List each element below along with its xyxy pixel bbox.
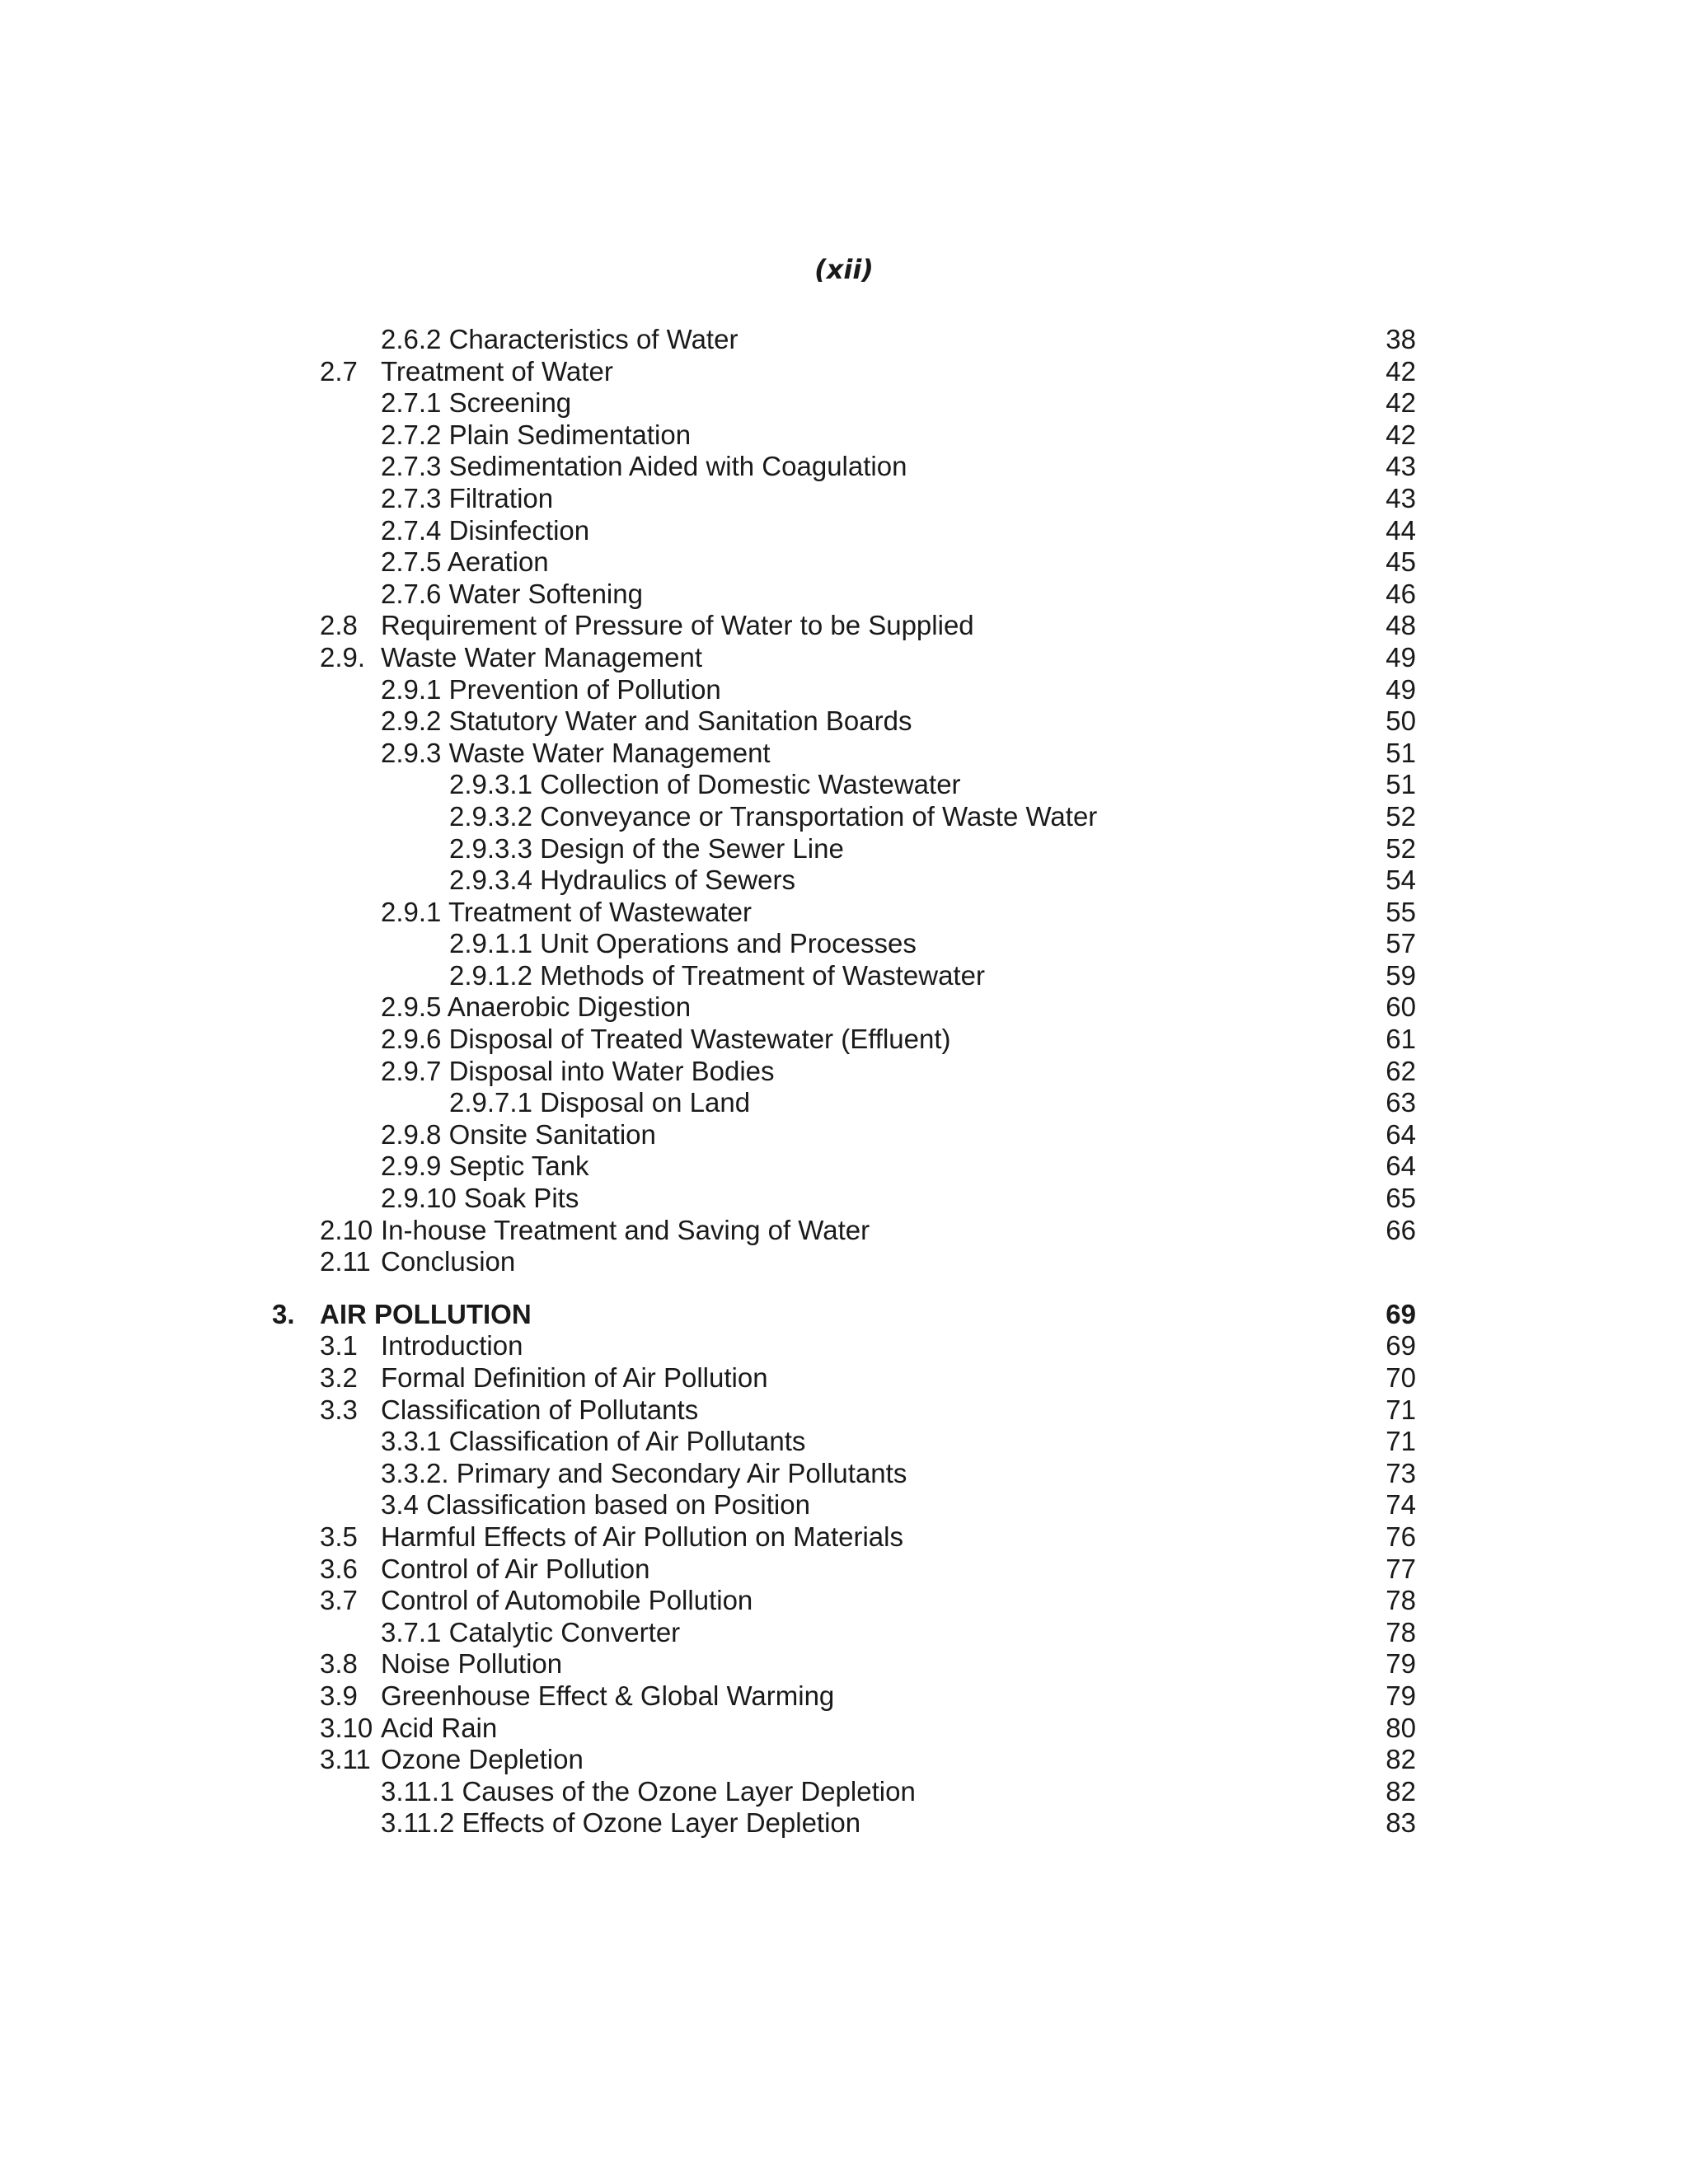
toc-page-number: 59 <box>1386 959 1416 991</box>
toc-row <box>0 642 1688 674</box>
table-of-contents <box>0 324 1688 1840</box>
toc-row <box>0 451 1688 483</box>
toc-page-number: 55 <box>1386 896 1416 927</box>
toc-entry-title: 2.7.1 Screening <box>381 387 572 419</box>
toc-entry-title: Treatment of Water <box>381 355 613 387</box>
toc-page-number: 70 <box>1386 1362 1416 1393</box>
toc-row <box>0 801 1688 833</box>
toc-section-number: 3.7 <box>320 1585 358 1616</box>
toc-entry-title: Introduction <box>381 1330 523 1361</box>
toc-row <box>0 1426 1688 1458</box>
toc-entry-title: 2.9.10 Soak Pits <box>381 1183 579 1214</box>
toc-section-number: 3. <box>272 1298 295 1329</box>
toc-row <box>0 1744 1688 1776</box>
toc-page-number: 38 <box>1386 324 1416 354</box>
toc-section-number: 3.8 <box>320 1648 358 1680</box>
toc-entry-title: 3.3.1 Classification of Air Pollutants <box>381 1426 806 1457</box>
toc-chapter-row <box>0 1299 1688 1331</box>
toc-page-number: 66 <box>1386 1214 1416 1245</box>
toc-page-number: 73 <box>1386 1457 1416 1488</box>
toc-entry-title: AIR POLLUTION <box>320 1298 532 1329</box>
toc-entry-title: 2.7.3 Sedimentation Aided with Coagulation <box>381 451 907 482</box>
toc-row <box>0 1680 1688 1713</box>
toc-entry-title: 2.6.2 Characteristics of Water <box>381 324 738 354</box>
toc-row <box>0 1458 1688 1490</box>
toc-entry-title: 2.9.3.2 Conveyance or Transportation of Waste Water <box>449 800 1098 832</box>
toc-page-number: 69 <box>1386 1298 1416 1329</box>
toc-entry-title: Control of Automobile Pollution <box>381 1585 753 1616</box>
toc-row <box>0 1246 1688 1278</box>
toc-section-number: 3.2 <box>320 1362 358 1393</box>
toc-row <box>0 1489 1688 1521</box>
toc-page-number: 65 <box>1386 1183 1416 1214</box>
toc-page-number: 63 <box>1386 1087 1416 1118</box>
toc-section-number: 3.1 <box>320 1330 358 1361</box>
toc-section-number: 3.3 <box>320 1394 358 1425</box>
toc-entry-title: 3.3.2. Primary and Secondary Air Pollutants <box>381 1457 907 1488</box>
toc-page-number: 71 <box>1386 1426 1416 1457</box>
toc-entry-title: 2.7.4 Disinfection <box>381 514 590 546</box>
toc-page-number: 50 <box>1386 705 1416 737</box>
toc-row <box>0 1585 1688 1617</box>
toc-entry-title: 2.9.5 Anaerobic Digestion <box>381 991 692 1023</box>
toc-section-number: 3.5 <box>320 1521 358 1552</box>
toc-entry-title: 2.7.5 Aeration <box>381 546 549 578</box>
toc-row <box>0 324 1688 356</box>
toc-page-number: 57 <box>1386 928 1416 959</box>
page-number-header: (xii) <box>814 254 874 285</box>
toc-row <box>0 1776 1688 1808</box>
toc-page-number: 77 <box>1386 1553 1416 1584</box>
toc-entry-title: 3.11.1 Causes of the Ozone Layer Depletion <box>381 1775 916 1807</box>
toc-row <box>0 1330 1688 1362</box>
toc-row <box>0 483 1688 515</box>
toc-row <box>0 1648 1688 1680</box>
toc-page-number: 69 <box>1386 1330 1416 1361</box>
toc-page-number: 79 <box>1386 1680 1416 1711</box>
toc-section-number: 3.6 <box>320 1553 358 1584</box>
toc-page-number: 52 <box>1386 800 1416 832</box>
toc-row <box>0 1521 1688 1554</box>
toc-entry-title: Control of Air Pollution <box>381 1553 650 1584</box>
toc-page-number: 44 <box>1386 514 1416 546</box>
toc-row <box>0 1024 1688 1056</box>
toc-page-number: 79 <box>1386 1648 1416 1680</box>
toc-row <box>0 1807 1688 1840</box>
toc-page-number: 74 <box>1386 1489 1416 1521</box>
toc-entry-title: 2.9.1.1 Unit Operations and Processes <box>449 928 917 959</box>
toc-page-number: 78 <box>1386 1616 1416 1647</box>
toc-page-number: 62 <box>1386 1055 1416 1086</box>
toc-page-number: 49 <box>1386 673 1416 705</box>
toc-row <box>0 546 1688 579</box>
toc-section-number: 2.10 <box>320 1214 373 1245</box>
toc-section-number: 3.9 <box>320 1680 358 1711</box>
toc-row <box>0 1215 1688 1247</box>
toc-row <box>0 769 1688 801</box>
toc-entry-title: 2.9.1.2 Methods of Treatment of Wastewater <box>449 959 985 991</box>
toc-page-number: 51 <box>1386 769 1416 800</box>
toc-entry-title: 2.9.2 Statutory Water and Sanitation Boards <box>381 705 912 737</box>
toc-entry-title: 2.9.7 Disposal into Water Bodies <box>381 1055 775 1086</box>
toc-page-number: 82 <box>1386 1775 1416 1807</box>
toc-entry-title: 2.7.2 Plain Sedimentation <box>381 419 692 450</box>
toc-section-number: 2.8 <box>320 610 358 641</box>
toc-entry-title: 2.9.3.4 Hydraulics of Sewers <box>449 865 796 896</box>
toc-row <box>0 1087 1688 1119</box>
toc-entry-title: 2.9.1 Treatment of Wastewater <box>381 896 752 927</box>
toc-entry-title: Formal Definition of Air Pollution <box>381 1362 768 1393</box>
toc-row <box>0 579 1688 611</box>
toc-row <box>0 705 1688 738</box>
toc-row <box>0 1151 1688 1183</box>
toc-row <box>0 833 1688 865</box>
toc-page-number: 61 <box>1386 1024 1416 1055</box>
toc-entry-title: Waste Water Management <box>381 641 703 673</box>
toc-row <box>0 674 1688 706</box>
toc-row <box>0 928 1688 960</box>
toc-entry-title: In-house Treatment and Saving of Water <box>381 1214 870 1245</box>
toc-entry-title: Greenhouse Effect & Global Warming <box>381 1680 835 1711</box>
toc-page-number: 71 <box>1386 1394 1416 1425</box>
toc-entry-title: Noise Pollution <box>381 1648 563 1680</box>
toc-row <box>0 1713 1688 1745</box>
toc-row <box>0 1394 1688 1427</box>
toc-page-number: 43 <box>1386 451 1416 482</box>
toc-entry-title: 2.9.6 Disposal of Treated Wastewater (Effluent) <box>381 1024 951 1055</box>
toc-page-number: 46 <box>1386 578 1416 609</box>
toc-page-number: 80 <box>1386 1712 1416 1743</box>
toc-section-number: 3.10 <box>320 1712 373 1743</box>
toc-entry-title: 3.11.2 Effects of Ozone Layer Depletion <box>381 1807 861 1839</box>
toc-entry-title: Conclusion <box>381 1246 516 1277</box>
toc-page-number: 42 <box>1386 387 1416 419</box>
toc-page-number: 42 <box>1386 355 1416 387</box>
toc-row <box>0 991 1688 1024</box>
toc-page-number: 76 <box>1386 1521 1416 1552</box>
toc-row <box>0 1554 1688 1586</box>
toc-page-number: 83 <box>1386 1807 1416 1839</box>
toc-row <box>0 738 1688 770</box>
toc-section-number: 3.11 <box>320 1744 371 1775</box>
toc-entry-title: 2.9.1 Prevention of Pollution <box>381 673 721 705</box>
toc-row <box>0 515 1688 547</box>
toc-entry-title: 2.9.9 Septic Tank <box>381 1151 589 1182</box>
toc-entry-title: 2.9.3 Waste Water Management <box>381 737 771 768</box>
toc-row <box>0 1119 1688 1151</box>
toc-section-number: 2.7 <box>320 355 358 387</box>
toc-entry-title: 2.9.3.1 Collection of Domestic Wastewater <box>449 769 961 800</box>
toc-entry-title: Ozone Depletion <box>381 1744 584 1775</box>
toc-page-number: 64 <box>1386 1118 1416 1150</box>
toc-entry-title: Acid Rain <box>381 1712 498 1743</box>
toc-entry-title: 3.4 Classification based on Position <box>381 1489 810 1521</box>
toc-page-number: 64 <box>1386 1151 1416 1182</box>
toc-row <box>0 1362 1688 1394</box>
toc-section-number: 2.9. <box>320 641 366 673</box>
toc-page-number: 54 <box>1386 865 1416 896</box>
toc-row <box>0 387 1688 419</box>
toc-entry-title: 2.9.8 Onsite Sanitation <box>381 1118 656 1150</box>
toc-row <box>0 356 1688 388</box>
toc-row <box>0 1183 1688 1215</box>
toc-entry-title: 2.9.3.3 Design of the Sewer Line <box>449 832 844 864</box>
toc-row <box>0 1056 1688 1088</box>
toc-entry-title: 2.7.3 Filtration <box>381 482 554 513</box>
toc-entry-title: Requirement of Pressure of Water to be Supplied <box>381 610 974 641</box>
toc-entry-title: 3.7.1 Catalytic Converter <box>381 1616 681 1647</box>
toc-page-number: 78 <box>1386 1585 1416 1616</box>
toc-page-number: 82 <box>1386 1744 1416 1775</box>
toc-page-number: 51 <box>1386 737 1416 768</box>
toc-row <box>0 960 1688 992</box>
toc-row <box>0 897 1688 929</box>
toc-entry-title: 2.9.7.1 Disposal on Land <box>449 1087 751 1118</box>
toc-entry-title: Classification of Pollutants <box>381 1394 699 1425</box>
toc-page-number: 49 <box>1386 641 1416 673</box>
toc-page-number: 48 <box>1386 610 1416 641</box>
toc-row <box>0 610 1688 642</box>
toc-entry-title: Harmful Effects of Air Pollution on Materials <box>381 1521 903 1552</box>
toc-entry-title: 2.7.6 Water Softening <box>381 578 643 609</box>
toc-page-number: 60 <box>1386 991 1416 1023</box>
toc-page-number: 43 <box>1386 482 1416 513</box>
toc-page-number: 45 <box>1386 546 1416 578</box>
toc-row <box>0 419 1688 452</box>
toc-section-number: 2.11 <box>320 1246 371 1277</box>
toc-page-number: 42 <box>1386 419 1416 450</box>
toc-row <box>0 865 1688 897</box>
toc-row <box>0 1617 1688 1649</box>
toc-page-number: 52 <box>1386 832 1416 864</box>
